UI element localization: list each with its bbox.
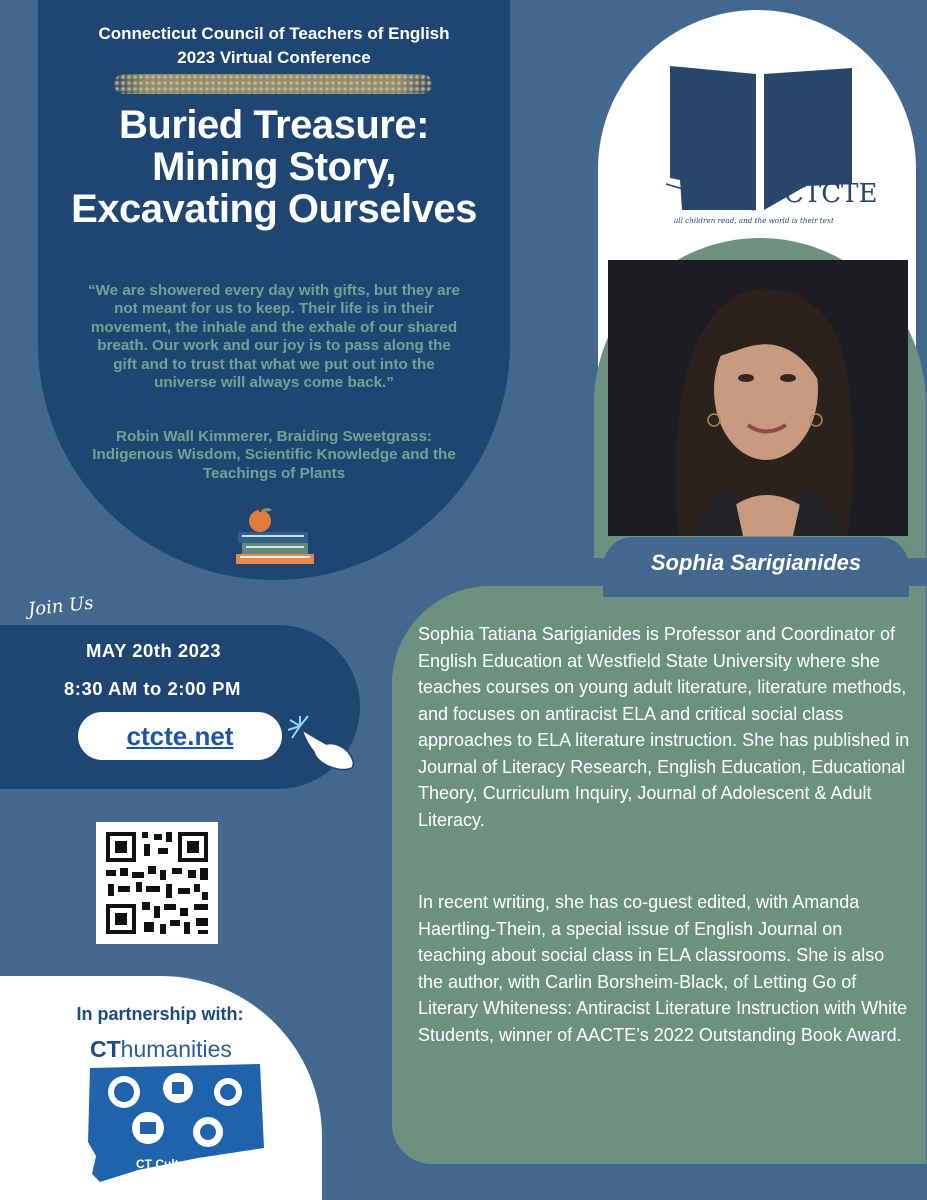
apple-books-icon: [232, 504, 318, 568]
organization-heading: [38, 22, 510, 70]
speaker-name: Sophia Sarigianides: [650, 550, 862, 575]
bio-paragraph: Sophia Tatiana Sarigianides is Professor and Coordinator of English Education at Westfield State University where she teaches courses on young adult literature, literature methods, and focuses on antiracist ELA and critical social class approaches to ELA literature instruction. She has published in Journal of Literacy Research, English Education, Educational Theory, Curriculum Inquiry, Journal of Adolescent & Adult Literacy.: [418, 624, 910, 830]
join-us-label: Join Us: [27, 592, 95, 621]
event-date: MAY 20th 2023: [86, 640, 222, 661]
event-time: 8:30 AM to 2:00 PM: [64, 678, 241, 699]
conference-title: [38, 104, 510, 230]
glitter-divider-sparkle: [114, 74, 432, 94]
quote-text: “We are showered every day with gifts, but they are not meant for us to keep. Their life is in their movement, the inhale and the exhale of our shared breath. Our work and our joy is to pass along the gift and to trust that what we put out into the universe will always come back.”: [88, 282, 460, 392]
ct-cultural-fund-label: CT Cultural Fund: [136, 1157, 234, 1171]
title-line: Excavating Ourselves: [71, 187, 477, 231]
conference-name: 2023 Virtual Conference: [177, 48, 371, 67]
organization-name: Connecticut Council of Teachers of English: [98, 24, 450, 43]
brand-humanities: humanities: [120, 1036, 232, 1062]
brand-ct: CT: [90, 1036, 121, 1062]
title-line: Mining Story,: [152, 145, 396, 189]
pointing-hand-icon: [286, 714, 360, 772]
logo-wordmark: CTCTE: [784, 179, 878, 209]
ct-map-icon: [78, 1062, 268, 1184]
ct-humanities-wordmark: [90, 1036, 232, 1063]
partnership-label: In partnership with:: [76, 1004, 244, 1024]
bio-paragraph: In recent writing, she has co-guest edited, with Amanda Haertling-Thein, a special issue of English Journal on teaching about social class in ELA classrooms. She is also the author, with Carlin Borsheim-Black, of Letting Go of Literary Whiteness: Antiracist Literature Instruction with White Students, winner of AACTE’s 2022 Outstanding Book Award.: [418, 892, 908, 1045]
website-link[interactable]: ctcte.net: [78, 712, 282, 760]
speaker-photo: [608, 260, 908, 536]
logo-tagline: all children read, and the world is their text: [674, 216, 834, 225]
qr-code-icon[interactable]: [96, 822, 218, 944]
book-map-logo-icon: [656, 60, 878, 228]
quote-attribution: Robin Wall Kimmerer, Braiding Sweetgrass: Indigenous Wisdom, Scientific Knowledge and the Teachings of Plants: [92, 428, 456, 482]
title-line: Buried Treasure:: [119, 103, 429, 147]
